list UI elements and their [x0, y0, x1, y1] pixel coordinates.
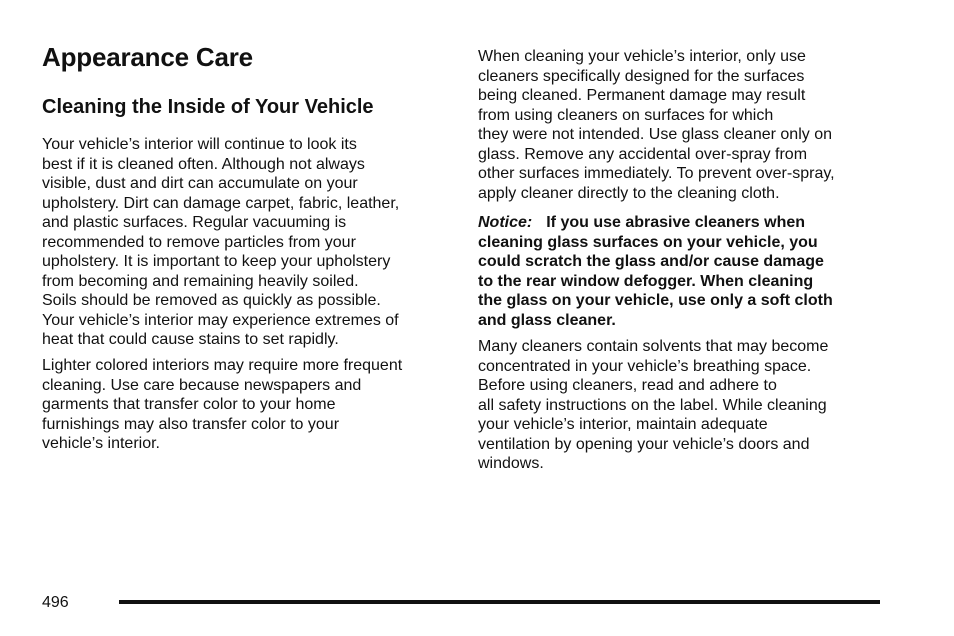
text-line: concentrated in your vehicle’s breathing space. [478, 357, 812, 375]
text-line: Before using cleaners, read and adhere to [478, 377, 777, 394]
text-line: Your vehicle’s interior may experience extremes of [42, 311, 399, 329]
text-line: could scratch the glass and/or cause damage [478, 253, 824, 270]
left-paragraph-1 [42, 135, 399, 350]
notice-first-line: If you use abrasive cleaners when [546, 214, 806, 231]
text-line: cleaning glass surfaces on your vehicle, you [478, 233, 818, 251]
text-line: all safety instructions on the label. While cleaning [478, 396, 827, 414]
text-line: and plastic surfaces. Regular vacuuming is [42, 214, 347, 231]
right-paragraph-1 [478, 47, 835, 203]
text-line: ventilation by opening your vehicle’s doors and [478, 435, 810, 453]
text-line: Many cleaners contain solvents that may become [478, 338, 829, 355]
text-line: Soils should be removed as quickly as possible. [42, 292, 381, 309]
text-line: garments that transfer color to your home [42, 396, 336, 413]
text-line: your vehicle’s interior, maintain adequate [478, 416, 768, 433]
right-paragraph-3 [478, 337, 828, 474]
text-line: Lighter colored interiors may require more frequent [42, 357, 403, 374]
text-line: upholstery. Dirt can damage carpet, fabric, leather, [42, 194, 400, 212]
section-title: Cleaning the Inside of Your Vehicle [42, 96, 374, 118]
text-line: windows. [478, 455, 544, 472]
text-line: cleaning. Use care because newspapers and [42, 376, 362, 394]
text-line: recommended to remove particles from your [42, 233, 356, 251]
text-line: vehicle’s interior. [42, 435, 160, 452]
text-line: When cleaning your vehicle’s interior, only use [478, 48, 806, 65]
text-line: being cleaned. Permanent damage may result [478, 87, 806, 104]
text-line: furnishings may also transfer color to your [42, 415, 340, 433]
text-line: from becoming and remaining heavily soiled. [42, 272, 359, 290]
left-paragraph-2 [42, 356, 402, 454]
page-title: Appearance Care [42, 42, 253, 72]
text-line: to the rear window defogger. When cleaning [478, 272, 814, 290]
text-line: other surfaces immediately. To prevent over-spray, [478, 165, 835, 182]
text-line: apply cleaner directly to the cleaning cloth. [478, 184, 780, 202]
text-line: they were not intended. Use glass cleaner only on [478, 126, 832, 143]
text-line: heat that could cause stains to set rapidly. [42, 331, 339, 348]
text-line: from using cleaners on surfaces for which [478, 106, 774, 124]
text-line: visible, dust and dirt can accumulate on your [42, 175, 358, 192]
notice-block [478, 213, 833, 330]
notice-label: Notice: [478, 214, 533, 231]
text-line: glass. Remove any accidental over-spray from [478, 145, 808, 163]
footer-rule [119, 600, 880, 604]
text-line: best if it is cleaned often. Although not always [42, 155, 365, 173]
text-line: upholstery. It is important to keep your upholstery [42, 253, 391, 270]
text-line [478, 213, 833, 233]
text-line: Your vehicle’s interior will continue to look its [42, 136, 357, 153]
text-line: and glass cleaner. [478, 311, 616, 329]
text-line: cleaners specifically designed for the surfaces [478, 67, 805, 85]
text-line: the glass on your vehicle, use only a soft cloth [478, 292, 833, 309]
page-number: 496 [42, 594, 69, 611]
